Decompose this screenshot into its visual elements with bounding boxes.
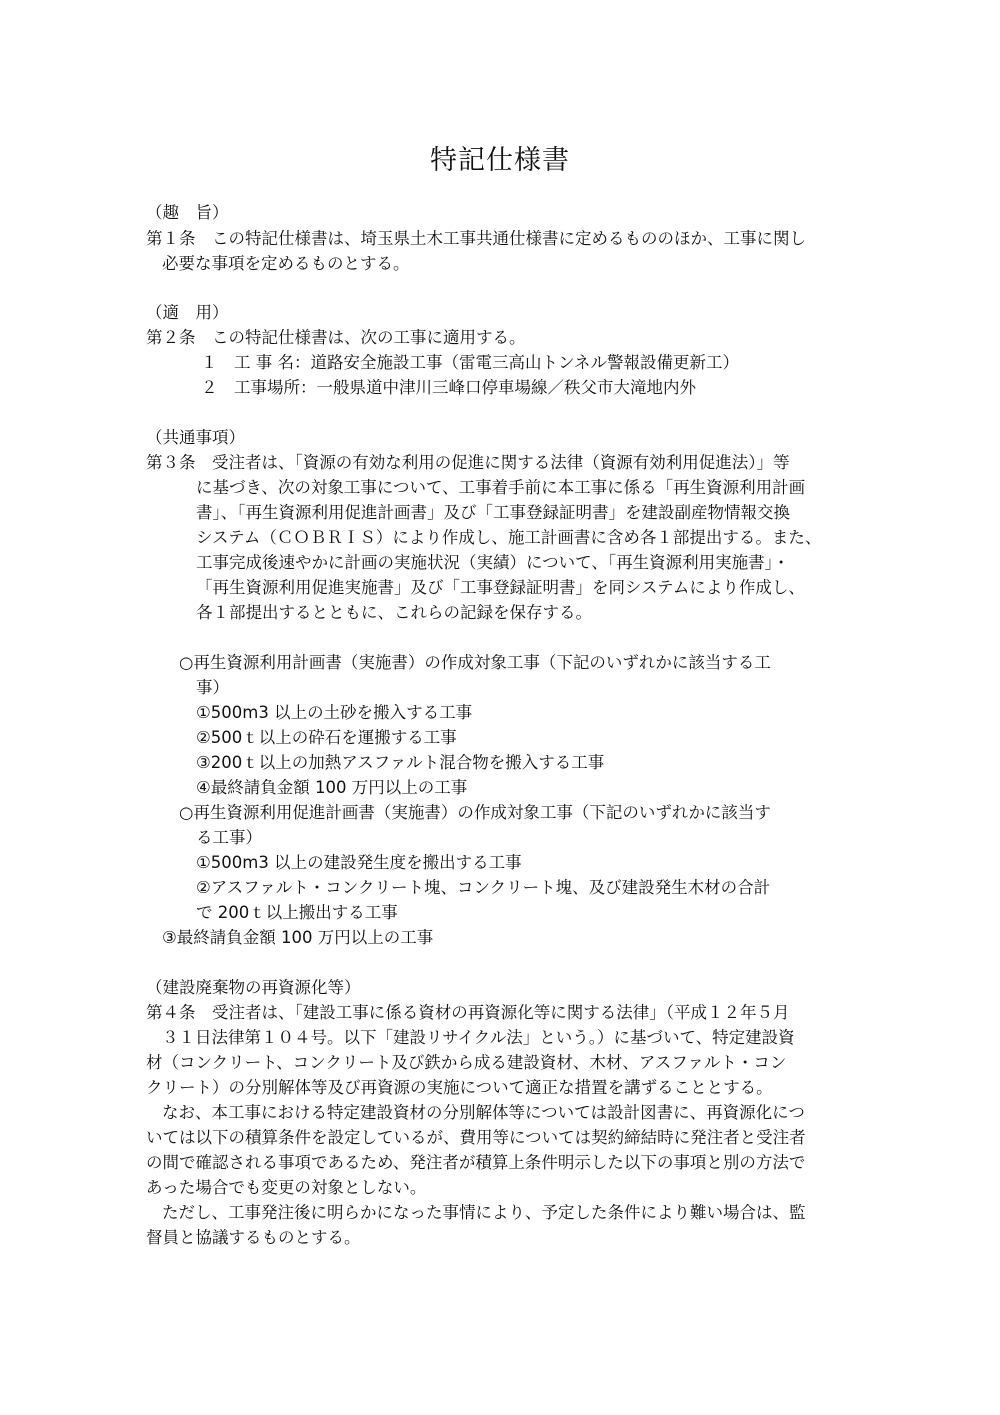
list-item: ②500ｔ以上の砕石を運搬する工事 [196,728,457,747]
list-item: る工事） [196,828,262,847]
article-4-line: 督員と協議するものとする。 [146,1228,361,1247]
construction-name: １ 工 事 名：道路安全施設工事（雷電三高山トンネル警報設備更新工） [201,353,739,372]
article-3-line: 「再生資源利用促進実施書」及び「工事登録証明書」を同システムにより作成し、 [196,578,805,597]
section-heading-purpose: （趣 旨） [146,203,229,222]
list-item: ①500m3 以上の建設発生度を搬出する工事 [196,853,522,872]
list-item: ③最終請負金額 100 万円以上の工事 [162,928,434,947]
article-4-line: クリート）の分別解体等及び再資源の実施について適正な措置を講ずることとする。 [146,1078,773,1097]
article-1-line: 必要な事項を定めるものとする。 [162,254,410,273]
list-item: 事） [196,678,229,697]
document-title: 特記仕様書 [430,145,570,176]
article-3-line: に基づき、次の対象工事について、工事着手前に本工事に係る「再生資源利用計画 [196,478,806,497]
article-4-line: ３１日法律第１０４号。以下「建設リサイクル法」という。）に基づいて、特定建設資 [162,1028,795,1047]
list-item: ○再生資源利用計画書（実施書）の作成対象工事（下記のいずれかに該当する工 [179,653,771,672]
article-3-line: 工事完成後速やかに計画の実施状況（実績）について、「再生資源利用実施書」・ [196,553,790,572]
section-heading-scope: （適 用） [146,303,229,322]
article-3-line: 書」、「再生資源利用促進計画書」及び「工事登録証明書」を建設副産物情報交換 [196,503,790,522]
article-2-line: 第２条 この特記仕様書は、次の工事に適用する。 [146,328,526,347]
article-4-line: 材（コンクリート、コンクリート及び鉄から成る建設資材、木材、アスファルト・コン [146,1053,787,1072]
list-item: ④最終請負金額 100 万円以上の工事 [196,778,468,797]
section-heading-common: （共通事項） [146,428,245,447]
article-4-line: 第４条 受注者は、「建設工事に係る資材の再資源化等に関する法律」（平成１２年５月 [146,1003,790,1022]
article-3-line: システム（ＣＯＢＲＩＳ）により作成し、施工計画書に含め各１部提出する。また、 [196,528,822,547]
list-item: ①500m3 以上の土砂を搬入する工事 [196,703,473,722]
list-item: で 200ｔ以上搬出する工事 [196,903,398,922]
list-item: ③200ｔ以上の加熱アスファルト混合物を搬入する工事 [196,753,605,772]
article-4-line: ただし、工事発注後に明らかになった事情により、予定した条件により難い場合は、監 [162,1203,806,1222]
article-3-line: 各１部提出するとともに、これらの記録を保存する。 [196,603,592,622]
list-item: ②アスファルト・コンクリート塊、コンクリート塊、及び建設発生木材の合計 [196,878,771,897]
article-3-line: 第３条 受注者は、「資源の有効な利用の促進に関する法律（資源有効利用促進法）」等 [146,453,790,472]
article-4-line: あった場合でも変更の対象としない。 [146,1178,427,1197]
construction-location: ２ 工事場所：一般県道中津川三峰口停車場線／秩父市大滝地内外 [201,378,696,397]
article-1-line: 第１条 この特記仕様書は、埼玉県土木工事共通仕様書に定めるもののほか、工事に関し [146,229,806,248]
article-4-line: なお、本工事における特定建設資材の分別解体等については設計図書に、再資源化につ [162,1103,805,1122]
article-4-line: いては以下の積算条件を設定しているが、費用等については契約締結時に発注者と受注者 [146,1128,806,1147]
list-item: ○再生資源利用促進計画書（実施書）の作成対象工事（下記のいずれかに該当す [179,803,771,822]
section-heading-recycling: （建設廃棄物の再資源化等） [146,978,361,997]
article-4-line: の間で確認される事項であるため、発注者が積算上条件明示した以下の事項と別の方法で [146,1153,806,1172]
